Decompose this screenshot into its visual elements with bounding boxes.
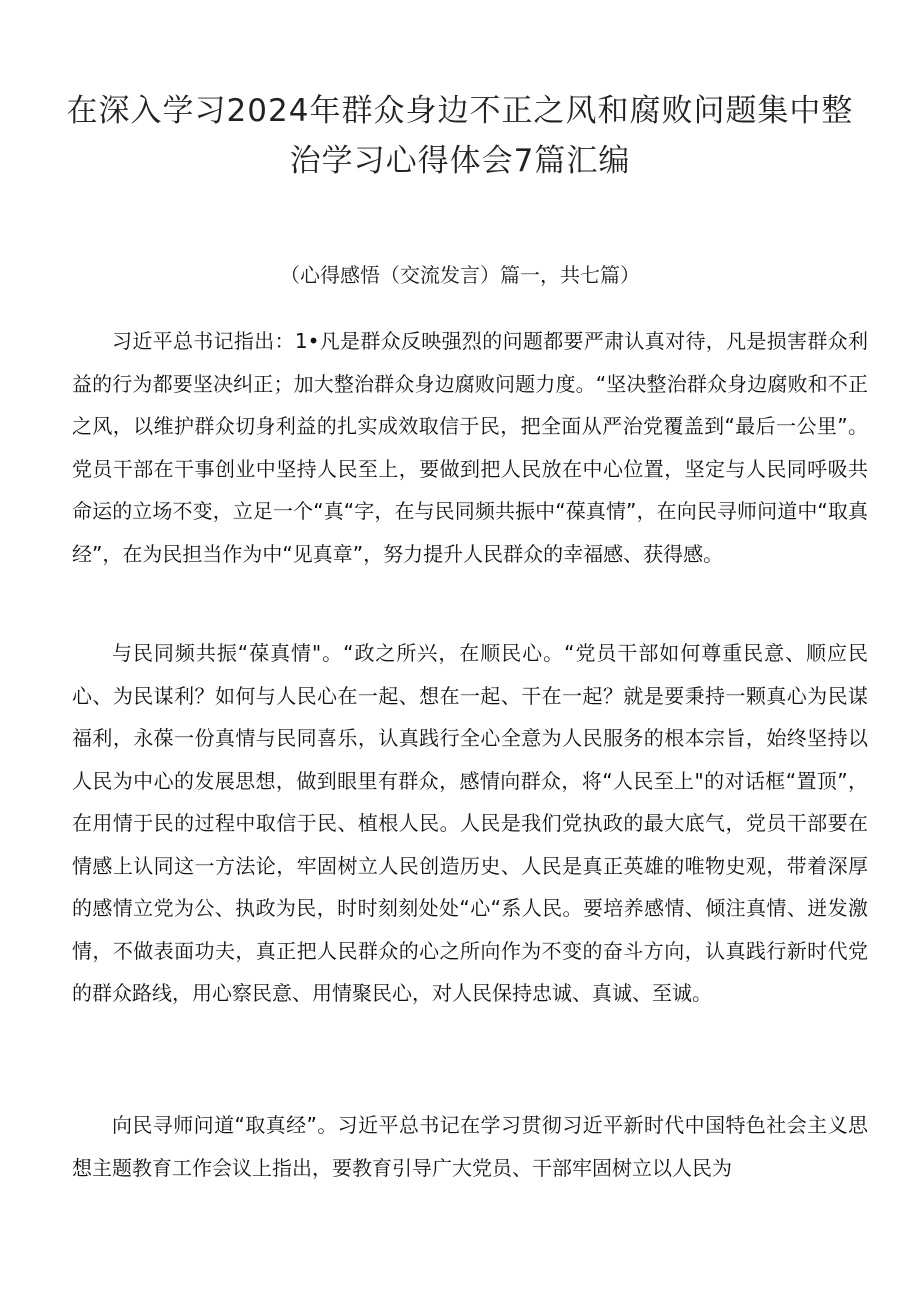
paragraph-3: 向民寻师问道“取真经”。习近平总书记在学习贯彻习近平新时代中国特色社会主义思想主题教育工作会议上指出，要教育引导广大党员、干部牢固树立以人民为	[72, 1113, 868, 1180]
paragraph-1: 习近平总书记指出：1•凡是群众反映强烈的问题都要严肃认真对待，凡是损害群众利益的行为都要坚决纠正；加大整治群众身边腐败问题力度。“坚决整治群众身边腐败和不正之风，以维护群众切身利益的扎实成效取信于民，把全面从严治党覆盖到“最后一公里”。党员干部在干事创业中坚持人民至上，要做到把人民放在中心位置，坚定与人民同呼吸共命运的立场不变，立足一个“真“字，在与民同频共振中“葆真情”，在向民寻师问道中“取真经”，在为民担当作为中“见真章”，努力提升人民群众的幸福感、获得感。	[72, 329, 868, 566]
document-title: 在深入学习2024年群众身边不正之风和腐败问题集中整治学习心得体会7篇汇编	[66, 93, 854, 179]
paragraph-2: 与民同频共振“葆真情"。“政之所兴，在顺民心。“党员干部如何尊重民意、顺应民心、为民谋利？如何与人民心在一起、想在一起、干在一起？就是要秉持一颗真心为民谋福利，永葆一份真情与民同喜乐，认真践行全心全意为人民服务的根本宗旨，始终坚持以人民为中心的发展思想，做到眼里有群众，感情向群众，将“人民至上"的对话框“置顶”，在用情于民的过程中取信于民、植根人民。人民是我们党执政的最大底气，党员干部要在情感上认同这一方法论，牢固树立人民创造历史、人民是真正英雄的唯物史观，带着深厚的感情立党为公、执政为民，时时刻刻处处“心“系人民。要培养感情、倾注真情、迸发激情，不做表面功夫，真正把人民群众的心之所向作为不变的奋斗方向，认真践行新时代党的群众路线，用心察民意、用情聚民心，对人民保持忠诚、真诚、至诚。	[72, 641, 868, 1005]
document-subtitle: （心得感悟（交流发言）篇一，共七篇）	[280, 263, 640, 287]
